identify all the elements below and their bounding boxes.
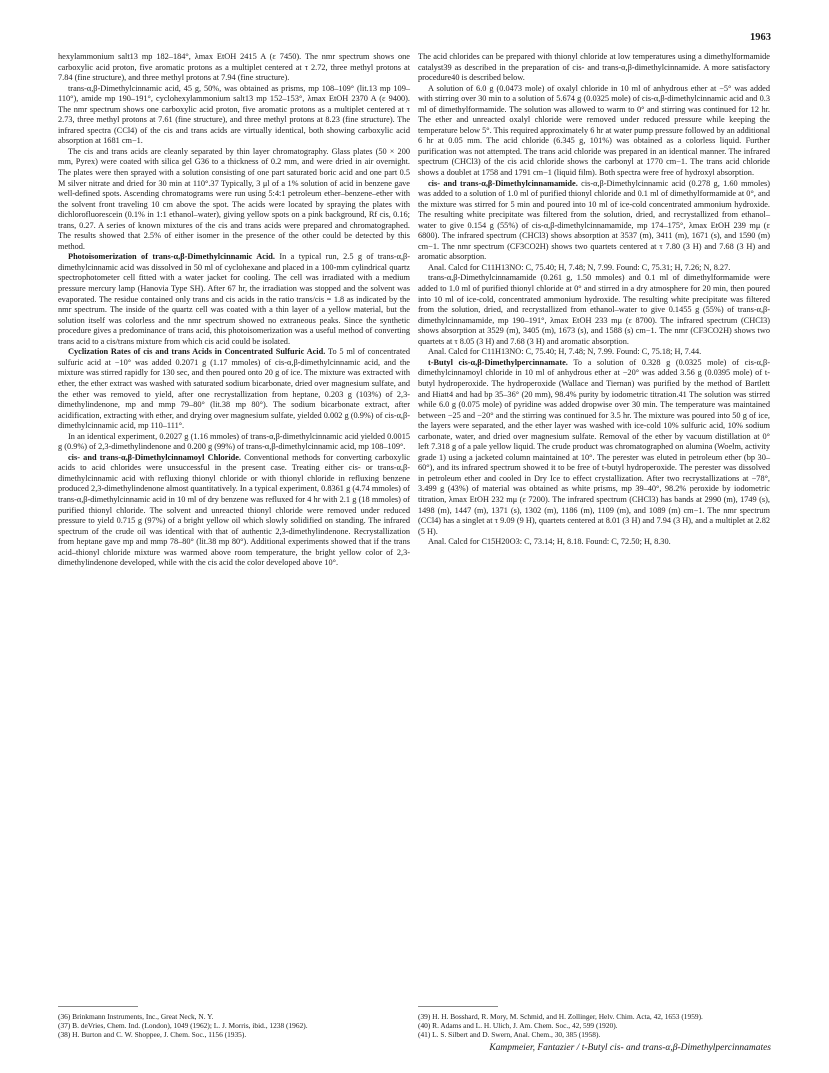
page-number: 1963 bbox=[750, 32, 771, 43]
paragraph bbox=[418, 84, 770, 179]
paragraph bbox=[58, 84, 410, 147]
footnote: (41) L. S. Silbert and D. Swern, Anal. Chem., 30, 385 (1958). bbox=[418, 1030, 601, 1040]
section-heading: t-Butyl cis-α,β-Dimethylpercinnamate. bbox=[428, 357, 568, 367]
paragraph-text: The cis and trans acids are cleanly separated by thin layer chromatography. Glass plates (50 × 200 mm, Pyrex) were coated with silica gel G36 to a thickness of 0.2 mm, and were dried in air overnight. The plates were then sprayed with a solution consisting of one part saturated boric acid and one part 0.5 M silver nitrate and dried for 30 min at 110°.37 Typically, 3 μl of a 1% solution of acid in benzene gave well-defined spots. Ascending chromatograms were run using 5:4:1 petroleum ether–benzene–ether with the solvent front traveling 10 cm above the spot. The acids were located by spraying the plates with dichlorofluorescein (0.1% in 1:1 ethanol–water), giving yellow spots on a pink background, Rf cis, 0.16; trans, 0.27. A series of known mixtures of the cis and trans acids were prepared and chromatographed. The results showed that 2.5% of either isomer in the presence of the other could be detected by this method. bbox=[58, 146, 410, 251]
footnote-rule-left bbox=[58, 1006, 138, 1007]
paragraph-text: trans-α,β-Dimethylcinnamic acid, 45 g, 50%, was obtained as prisms, mp 108–109° (lit.13 mp 109–110°), amide mp 190–191°, cyclohexylammonium salt13 mp 152–153°, λmax EtOH 2370 A (ε 9400). The nmr spectrum shows one carboxylic acid proton, five aromatic protons as a multiplet centered at τ 2.73, three methyl protons at 7.61 (fine structure), and three methyl protons at 8.23 (fine structure). The infrared spectra (CCl4) of the cis and trans acids are virtually identical, both showing carboxylic acid absorption at 1681 cm−1. bbox=[58, 83, 410, 146]
paragraph-text: The acid chlorides can be prepared with thionyl chloride at low temperatures using a dimethylformamide catalyst39 as described in the preparation of cis- and trans-α,β-dimethylcinnamide. A more satisfactory procedure40 is described below. bbox=[418, 52, 770, 83]
paragraph bbox=[58, 347, 410, 431]
footnotes-right bbox=[418, 1012, 770, 1040]
footnote: (40) R. Adams and L. H. Ulich, J. Am. Chem. Soc., 42, 599 (1920). bbox=[418, 1021, 618, 1031]
paragraph-text: Anal. Calcd for C11H13NO: C, 75.40; H, 7.48; N, 7.99. Found: C, 75.18; H, 7.44. bbox=[428, 347, 702, 357]
paragraph bbox=[58, 453, 410, 569]
paragraph bbox=[418, 347, 770, 358]
paragraph bbox=[418, 537, 770, 548]
left-column bbox=[58, 52, 410, 569]
paragraph-text: Conventional methods for converting carboxylic acids to acid chlorides were unsuccessful in the present case. Treating either cis- or trans-α,β-dimethylcinnamic acid with refluxing thionyl chloride or with thionyl chloride in refluxing benzene produced 2,3-dimethylindenone almost quantitatively. In a typical experiment, 0.8361 g (4.74 mmoles) of trans-α,β-dimethylcinnamic acid in 10 ml of dry benzene was refluxed for 4 hr with 2.1 g (18 mmoles) of purified thionyl chloride. The solvent and unreacted thionyl chloride were removed under reduced pressure to yield 0.715 g (97%) of a bright yellow oil which slowly solidified on standing. The infrared spectrum of the crude oil was identical with that of authentic 2,3-dimethylindenone. Recrystallization from heptane gave mp and mmp 78–80° (lit.38 mp 80°). Additional experiments showed that if the trans acid–thionyl chloride mixture was warmed above room temperature, the bright yellow color of 2,3-dimethylindenone developed, while with the cis acid the color developed above 10°. bbox=[58, 452, 410, 568]
running-footer: Kampmeier, Fantazier / t-Butyl cis- and trans-α,β-Dimethylpercinnamates bbox=[489, 1043, 771, 1053]
footnote: (36) Brinkmann Instruments, Inc., Great Neck, N. Y. bbox=[58, 1012, 214, 1021]
paragraph-text: To a solution of 0.328 g (0.0325 mole) of cis-α,β-dimethylcinnamoyl chloride in 10 ml of anhydrous ether at −20° was added 3.56 g (0.0395 mole) of t-butyl hydroperoxide. The hydroperoxide (Wallace and Tiernan) was purified by the method of Bartlett and Hiatt4 and had bp 35–36° (20 mm), 98.4% purity by iodometric titration.41 The solution was stirred while 6.0 g (0.075 mole) of pyridine was added dropwise over 30 min. The temperature was maintained between −25 and −20° and the stirring was continued for 3.5 hr. The mixture was poured into 50 g of ice, the layers were separated, and the ether layer was washed with ice-cold 10% sulfuric acid, 10% sodium carbonate, water, and dried over magnesium sulfate. Removal of the ether by vacuum distillation at 0° left 7.318 g of a pale yellow liquid. The crude product was chromatographed on alumina (Woelm, activity grade 1) using a jacketed column maintained at 10°. The perester was eluted in petroleum ether (bp 30–60°), and its infrared spectrum showed it to be free of t-butyl hydroperoxide. The perester was dissolved in petroleum ether and cooled in Dry Ice to effect crystallization. After two recrystallizations at −78°, 3.499 g (43%) of material was obtained as white prisms, mp 39–40°, 98.2% peroxide by iodometric titration, λmax EtOH 232 mμ (ε 7200). The infrared spectrum (CHCl3) has bands at 2990 (m), 1749 (s), 1498 (m), 1447 (m), 1371 (s), 1302 (m), 1186 (m), 1109 (m), and 1089 (m) cm−1. The nmr spectrum (CCl4) has a singlet at τ 9.09 (9 H), quartets centered at 8.01 (3 H) and 7.94 (3 H), and a multiplet at 2.82 (5 H). bbox=[418, 357, 770, 536]
footnote: (37) B. deVries, Chem. Ind. (London), 1049 (1962); L. J. Morris, ibid., 1238 (1962). bbox=[58, 1021, 308, 1031]
section-heading: Cyclization Rates of cis and trans Acids in Concentrated Sulfuric Acid. bbox=[68, 347, 326, 357]
section-heading: cis- and trans-α,β-Dimethylcinnamamide. bbox=[428, 178, 578, 188]
paragraph bbox=[418, 52, 770, 84]
paragraph bbox=[418, 273, 770, 347]
paragraph-text: To 5 ml of concentrated sulfuric acid at −10° was added 0.2071 g (1.17 mmoles) of cis-α,β-dimethylcinnamic acid, and the mixture was stirred rapidly for 130 sec, and then poured onto 20 g of ice. The mixture was extracted with ether, the ether extract was washed with saturated sodium bicarbonate, dried over magnesium sulfate, and the ether was removed to yield, after one recrystallization from heptane, 0.203 g (103%) of 2,3-dimethylindenone, mp and mmp 79–80° (lit.38 mp 80°). The sodium bicarbonate extract, after acidification, extracting with ether, and drying over magnesium sulfate, yielded 0.002 g (0.9%) of cis-α,β-dimethylcinnamic acid, mp 110–111°. bbox=[58, 347, 410, 431]
paragraph-text: trans-α,β-Dimethylcinnamamide (0.261 g, 1.50 mmoles) and 0.1 ml of dimethylformamide were added to 1.0 ml of purified thionyl chloride at 0° and stirred in a dry atmosphere for 20 min, then poured into 10 ml of ice-cold, concentrated ammonium hydroxide. The resulting white precipitate was filtered from the solution, dried, and recrystallized from ethanol–water to give 0.1455 g (55%) of trans-α,β-dimethylcinnamamide, mp 190–191°, λmax EtOH 233 mμ (ε 8700). The infrared spectrum (CHCl3) shows absorption at 3529 (m), 3405 (m), 1673 (s), and 1588 (s) cm−1. The nmr (CF3CO2H) shows two quartets at τ 8.05 (3 H) and 7.68 (3 H) and aromatic absorption. bbox=[418, 273, 770, 346]
paragraph bbox=[418, 358, 770, 537]
paragraph-text: In an identical experiment, 0.2027 g (1.16 mmoles) of trans-α,β-dimethylcinnamic acid yielded 0.0015 g (0.9%) of 2,3-dimethylindenone and 0.200 g (99%) of trans-α,β-dimethylcinnamic acid, mp 108–109°. bbox=[58, 431, 410, 452]
paragraph-text: A solution of 6.0 g (0.0473 mole) of oxalyl chloride in 10 ml of anhydrous ether at −5° was added with stirring over 30 min to a solution of 5.674 g (0.0325 mole) of cis-α,β-dimethylcinnamic acid and 0.3 ml of dimethylformamide. The solution was allowed to warm to 0° and stirring was continued for 12 hr. The ether and unreacted oxalyl chloride were removed under reduced pressure while keeping the temperature below 5°. This required approximately 6 hr at water pump pressure followed by an additional 6 hr at 0.05 mm. The acid chloride (6.345 g, 101%) was obtained as a colorless liquid. Further purification was not attempted. The trans acid chloride was prepared in an identical manner. The infrared spectrum (CHCl3) of the cis acid chloride shows the carbonyl at 1770 cm−1. The trans acid chloride shows a doublet at 1758 and 1791 cm−1 (liquid film). Both spectra were free of hydroxyl absorption. bbox=[418, 83, 770, 178]
paragraph bbox=[58, 432, 410, 453]
paragraph bbox=[418, 179, 770, 263]
footnote-rule-right bbox=[418, 1006, 498, 1007]
paragraph-text: cis-α,β-Dimethylcinnamic acid (0.278 g, 1.60 mmoles) was added to a solution of 1.0 ml of purified thionyl chloride and 0.1 ml of dimethylformamide at 0°, and the mixture was stirred for 5 min and poured into 10 ml of ice-cold concentrated ammonium hydroxide. The resulting white precipitate was filtered from the solution, dried, and recrystallized from ethanol–water to give 0.154 g (55%) of cis-α,β-dimethylcinnamamide, mp 174–175°, λmax EtOH 239 mμ (ε 6800). The infrared spectrum (CHCl3) shows absorption at 3537 (m), 3411 (m), 1671 (s), and 1590 (m) cm−1. The nmr spectrum (CF3CO2H) shows two quartets centered at τ 7.80 (3 H) and 7.68 (3 H) and aromatic absorption. bbox=[418, 178, 770, 262]
paragraph-text: Anal. Calcd for C15H20O3: C, 73.14; H, 8.18. Found: C, 72.50; H, 8.30. bbox=[428, 537, 671, 547]
footnote: (39) H. H. Bosshard, R. Mory, M. Schmid, and H. Zollinger, Helv. Chim. Acta, 42, 1653 (1959). bbox=[418, 1012, 703, 1021]
footnotes-left bbox=[58, 1012, 410, 1040]
paragraph-text: hexylammonium salt13 mp 182–184°, λmax EtOH 2415 A (ε 7450). The nmr spectrum shows one carboxylic acid proton, five aromatic protons as a multiplet centered at τ 2.72, three methyl protons at 7.84 (fine structure), and three methyl protons at 7.94 (fine structure). bbox=[58, 52, 410, 83]
paragraph bbox=[58, 252, 410, 347]
right-column bbox=[418, 52, 770, 548]
section-heading: Photoisomerization of trans-α,β-Dimethylcinnamic Acid. bbox=[68, 252, 275, 262]
paragraph bbox=[58, 147, 410, 252]
paragraph bbox=[58, 52, 410, 84]
paragraph-text: Anal. Calcd for C11H13NO: C, 75.40; H, 7.48; N, 7.99. Found: C, 75.31; H, 7.26; N, 8.27. bbox=[428, 262, 731, 272]
footnote: (38) H. Burton and C. W. Shoppee, J. Chem. Soc., 1156 (1935). bbox=[58, 1030, 247, 1040]
section-heading: cis- and trans-α,β-Dimethylcinnamoyl Chloride. bbox=[68, 452, 242, 462]
paragraph bbox=[418, 263, 770, 274]
paragraph-text: In a typical run, 2.5 g of trans-α,β-dimethylcinnamic acid was dissolved in 50 ml of cyclohexane and placed in a 100-mm cylindrical quartz spectrophotometer cell fitted with a water jacket for cooling. The cell was irradiated with a medium pressure mercury lamp (Hanovia Type SH). After 67 hr, the irradiation was stopped and the solvent was evaporated. The residue contained only trans and cis acids in the ratio trans/cis = 1.8 as indicated by the nmr spectrum. The inside of the quartz cell was coated with a thin layer of a yellow material, but the solution itself was colorless and the nmr spectrum showed no extraneous peaks. Since the synthetic procedure gives a predominance of trans acid, this photoisomerization was a useful method of converting trans acid to a cis/trans mixture from which cis acid could be isolated. bbox=[58, 252, 411, 346]
